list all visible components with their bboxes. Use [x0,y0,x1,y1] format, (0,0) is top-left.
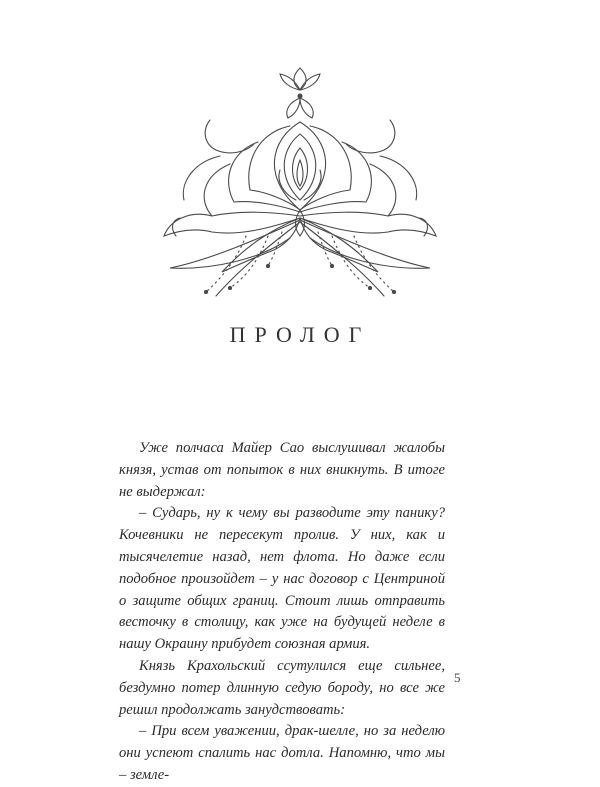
chapter-title: ПРОЛОГ [229,322,371,347]
page-number: 5 [454,670,461,685]
paragraph: – При всем уважении, драк-шелле, но за неделю они успеют спалить нас дотла. Напомню, что мы – земле- [119,723,445,783]
paragraph: Князь Крахольский ссутулился еще сильнее, бездумно потер длинную седую бороду, но все же решил продолжать занудствовать: [119,657,445,718]
paragraph: Уже полчаса Майер Сао выслушивал жалобы князя, устав от попыток в них вникнуть. В итоге не выдержал: [119,440,445,500]
lotus-ornament-icon [150,60,450,310]
body-text [119,438,445,787]
paragraph: – Сударь, ну к чему вы разводите эту панику? Кочевники не пересекут пролив. У них, как и тысячелетие назад, нет флота. Но даже если подобное произойдет – у нас договор с Центриной о защите общих границ. Стоит лишь отправить весточку в столицу, как уже на будущей неделе в нашу Окраину прибудет союзная армия. [119,505,445,653]
